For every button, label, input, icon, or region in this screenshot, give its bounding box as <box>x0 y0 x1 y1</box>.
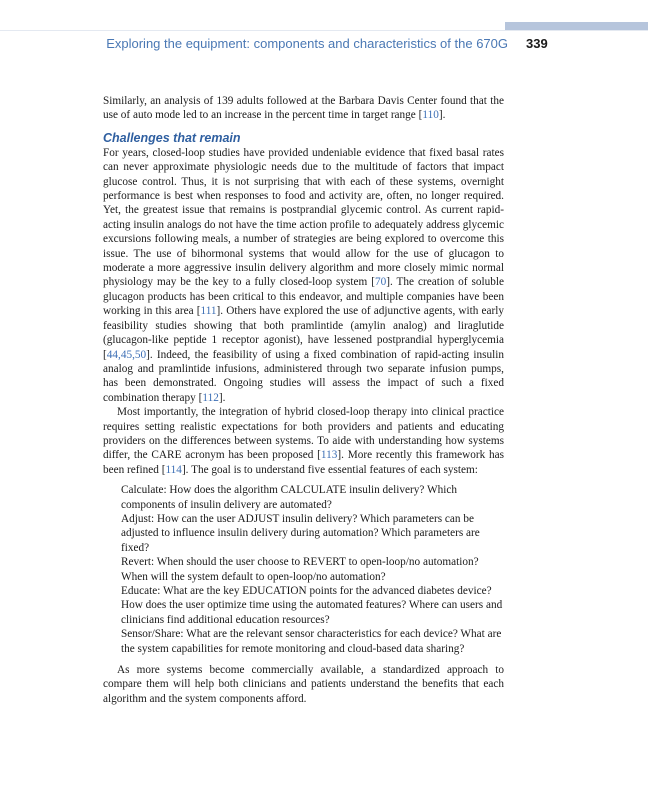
care-acronym-list <box>121 483 504 656</box>
p2-text-c: ]. The goal is to understand five essential features of each system: <box>181 463 478 476</box>
p1-text-d: ]. Indeed, the feasibility of using a fixed combination of rapid-acting insulin analog and pramlintide infusions, administered through two separate infusion pumps, has been demonstrated. Ongoing studies will assess the impact of such a fixed combination therapy [ <box>103 348 504 404</box>
page-body <box>103 94 504 706</box>
citation-link[interactable]: 111 <box>200 305 217 318</box>
list-item-adjust: Adjust: How can the user ADJUST insulin delivery? Which parameters can be adjusted to influence insulin delivery during automation? Which parameters are fixed? <box>121 512 480 554</box>
p1-text-e: ]. <box>218 391 226 404</box>
spacer <box>103 656 504 663</box>
list-item-calculate: Calculate: How does the algorithm CALCULATE insulin delivery? Which components of insulin delivery are automated? <box>121 484 457 511</box>
body-paragraph-1 <box>103 146 504 405</box>
intro-end: ]. <box>438 109 446 122</box>
page-number: 339 <box>526 36 548 51</box>
list-item-sensor-share: Sensor/Share: What are the relevant sensor characteristics for each device? What are the system capabilities for remote monitoring and cloud-based data sharing? <box>121 628 502 655</box>
list-item-revert: Revert: When should the user choose to REVERT to open-loop/no automation? When will the system default to open-loop/no automation? <box>121 556 479 583</box>
intro-paragraph <box>103 94 504 123</box>
p1-text-a: For years, closed-loop studies have provided undeniable evidence that fixed basal rates can never approximate physiologic needs due to the multitude of factors that impact glucose control. Thus, it is not surprising that with each of these systems, overnight performance is best when responses to food and activity are, often, no longer required. Yet, the greatest issue that remains is postprandial glycemic control. As current rapid-acting insulin analogs do not have the time action profile to adequately address glycemic excursions following meals, a number of strategies are being explored to overcome this issue. The use of bihormonal systems that would allow for the use of glucagon to moderate a more aggressive insulin delivery algorithm and more closely mimic normal physiology may be the key to a fully closed-loop system [ <box>103 146 504 289</box>
citation-link[interactable]: 113 <box>320 449 338 462</box>
list-item-educate: Educate: What are the key EDUCATION points for the advanced diabetes device? How does the user optimize time using the automated features? Where can users and clinicians find additional education resources? <box>121 585 503 626</box>
p2-text-a: Most importantly, the integration of hybrid closed-loop therapy into clinical practice requires setting realistic expectations for both providers and patients and educating providers on the differences between systems. To aide with understanding how systems differ, the CARE acronym has been proposed [ <box>103 406 504 462</box>
body-paragraph-3: As more systems become commercially available, a standardized approach to compare them will help both clinicians and patients understand the benefits that each algorithm and the system components afford. <box>103 664 504 705</box>
p1-text-c: ]. Others have explored the use of adjunctive agents, with early feasibility studies showing that both pramlintide (amylin analog) and liraglutide (glucagon-like peptide 1 receptor agonist), have lessened postprandial hyperglycemia [ <box>103 305 504 361</box>
citation-link[interactable]: 112 <box>202 391 219 404</box>
citation-link[interactable]: 114 <box>165 463 182 476</box>
header-rule <box>0 30 648 31</box>
intro-text: Similarly, an analysis of 139 adults followed at the Barbara Davis Center found that the use of auto mode led to an increase in the percent time in target range [ <box>103 95 504 122</box>
p1-text-b: ]. The creation of soluble glucagon products has been critical to this endeavor, and multiple companies have been working in this area [ <box>103 276 504 318</box>
running-title: Exploring the equipment: components and characteristics of the 670G <box>106 36 508 51</box>
citation-link[interactable]: 70 <box>374 276 387 289</box>
body-paragraph-2 <box>103 405 504 477</box>
citation-link[interactable]: 44,45,50 <box>106 348 147 361</box>
p2-text-b: ]. More recently this framework has been refined [ <box>103 449 504 476</box>
citation-link[interactable]: 110 <box>422 109 439 122</box>
section-heading: Challenges that remain <box>103 130 241 145</box>
